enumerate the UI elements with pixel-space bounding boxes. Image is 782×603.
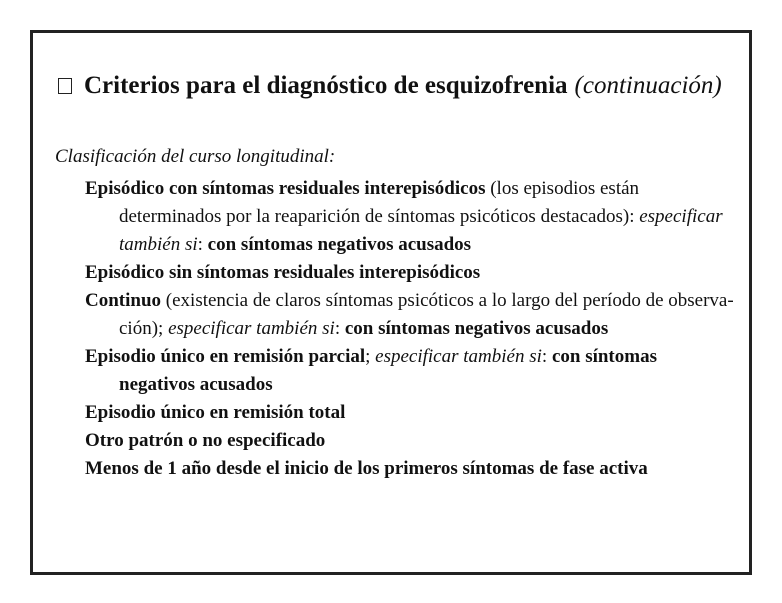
item-name: Otro patrón o no especificado — [85, 430, 326, 451]
item-specifier: con síntomas negativos acusados — [119, 346, 657, 395]
item-specify: especificar también si — [119, 206, 723, 255]
list-item — [85, 399, 735, 427]
item-name: Episodio único en remisión total — [85, 402, 346, 423]
title-continuation: (continuación) — [574, 72, 722, 99]
item-name: Episódico sin síntomas residuales interepisódicos — [85, 262, 481, 283]
section-subtitle: Clasificación del curso longitudinal: — [55, 146, 336, 167]
list-item — [85, 287, 735, 343]
list-item — [85, 259, 735, 287]
list-item — [85, 455, 735, 483]
item-separator: ; — [365, 346, 371, 367]
title-main: Criterios para el diagnóstico de esquizofrenia — [84, 72, 568, 99]
item-specify: especificar también si — [168, 318, 335, 339]
item-colon: : — [541, 346, 548, 367]
item-colon: : — [197, 234, 203, 255]
item-specify: especificar también si — [375, 346, 542, 367]
item-name: Continuo — [85, 290, 162, 311]
item-colon: : — [334, 318, 341, 339]
item-name: Menos de 1 año desde el inicio de los primeros síntomas de fase activa — [85, 458, 648, 479]
criteria-box — [30, 30, 752, 575]
item-detail: (los episodios están determinados por la reaparición de síntomas psicóticos destacados): — [119, 178, 640, 227]
list-item — [85, 427, 735, 455]
course-classification-list — [85, 175, 735, 483]
list-item — [85, 343, 735, 399]
item-specifier: con síntomas negativos acusados — [344, 318, 609, 339]
item-name: Episódico con síntomas residuales interepisódicos — [85, 178, 486, 199]
item-name: Episodio único en remisión parcial — [85, 346, 366, 367]
box-title — [58, 71, 722, 101]
item-specifier: con síntomas negativos acusados — [207, 234, 472, 255]
item-detail: (existencia de claros síntomas psicóticos a lo largo del período de observación); — [119, 290, 734, 339]
list-item — [85, 175, 735, 259]
square-outline-icon — [58, 78, 72, 94]
